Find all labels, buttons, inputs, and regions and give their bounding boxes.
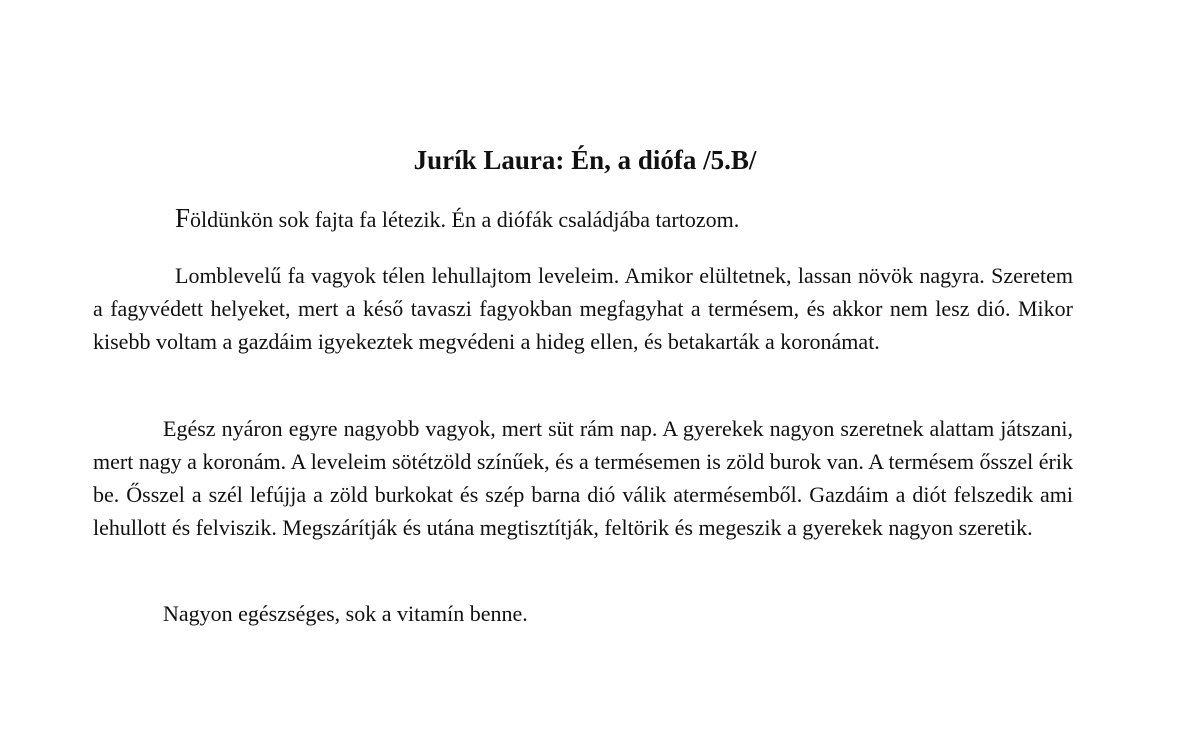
document-title: Jurík Laura: Én, a diófa /5.B/ — [413, 145, 757, 175]
paragraph-2: Lomblevelű fa vagyok télen lehullajtom leveleim. Amikor elültetnek, lassan növök nagyra. Szeretem a fagyvédett helyeket, mert a késő tavaszi fagyokban megfagyhat a termésem, és akkor nem lesz dió. Mikor kisebb voltam a gazdáim igyekeztek megvédeni a hideg ellen, és betakarták a koronámat. — [93, 263, 1073, 354]
paragraph-1 — [93, 202, 1073, 236]
paragraph-3: Egész nyáron egyre nagyobb vagyok, mert süt rám nap. A gyerekek nagyon szeretnek alattam játszani, mert nagy a koronám. A leveleim sötétzöld színűek, és a termésemen is zöld burok van. A termésem ősszel érik be. Ősszel a szél lefújja a zöld burkokat és szép barna dió válik atermésemből. Gazdáim a diót felszedik ami lehullott és felviszik. Megszárítják és utána megtisztítják, feltörik és megeszik a gyerekek nagyon szeretik. — [93, 416, 1073, 540]
paragraph-1-text: öldünkön sok fajta fa létezik. Én a diófák családjába tartozom. — [190, 207, 740, 232]
paragraph-1-initial: F — [175, 203, 191, 233]
paragraph-4: Nagyon egészséges, sok a vitamín benne. — [163, 601, 528, 626]
